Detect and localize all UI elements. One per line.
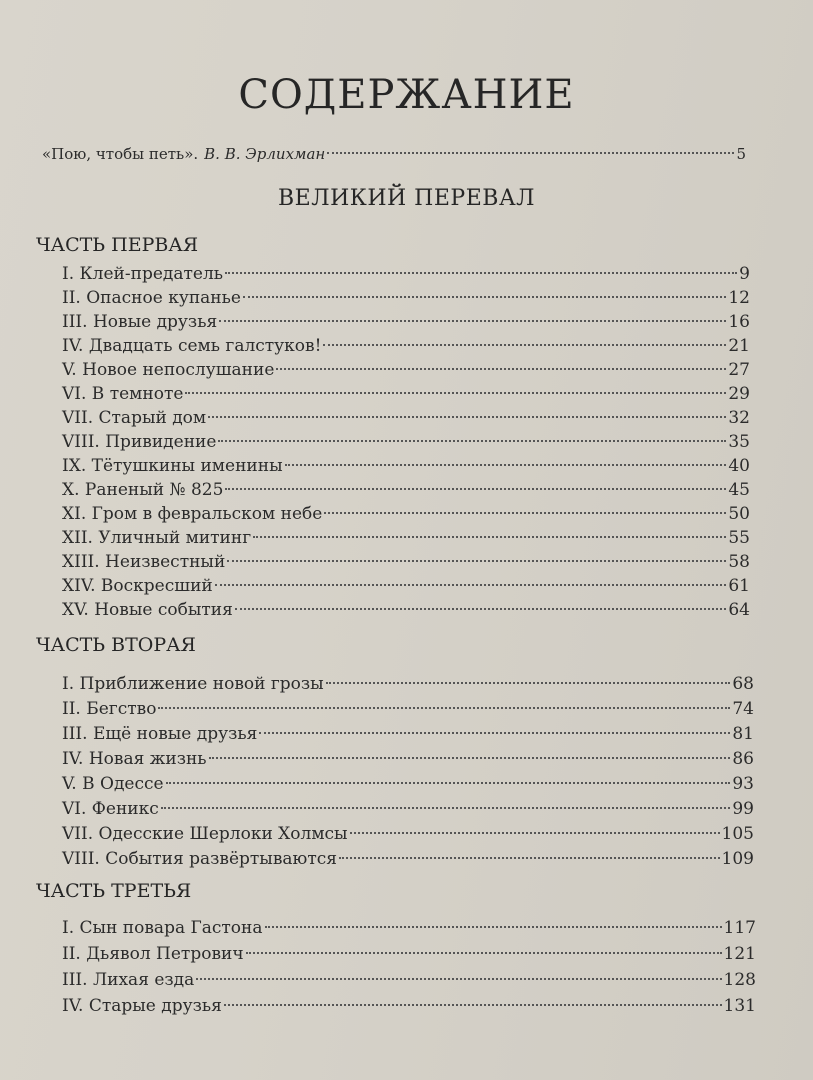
dot-leader [276, 368, 726, 370]
intro-entry [42, 142, 746, 166]
dot-leader [265, 926, 722, 928]
page-number: 21 [728, 336, 750, 356]
dot-leader [166, 782, 731, 784]
toc-entry [62, 672, 754, 696]
dot-leader [350, 832, 720, 834]
dot-leader [225, 488, 726, 490]
dot-leader [327, 152, 734, 154]
page-number: 16 [728, 312, 750, 332]
intro-page-number: 5 [736, 145, 746, 163]
dot-leader [196, 978, 721, 980]
chapter-title: II. Опасное купанье [62, 288, 241, 308]
dot-leader [259, 732, 730, 734]
toc-entry [62, 822, 754, 846]
page-number: 105 [721, 824, 754, 844]
chapter-title: V. В Одессе [62, 774, 164, 794]
page-number: 32 [728, 408, 750, 428]
chapter-title: II. Бегство [62, 699, 157, 719]
chapter-title: I. Сын повара Гастона [62, 918, 263, 938]
toc-entry [62, 334, 750, 358]
page-number: 68 [732, 674, 754, 694]
chapter-title: XIII. Неизвестный [62, 552, 226, 572]
page-number: 27 [728, 360, 750, 380]
part-heading: ЧАСТЬ ВТОРАЯ [36, 634, 196, 656]
toc-entry [62, 847, 754, 871]
page-number: 93 [732, 774, 754, 794]
chapter-title: VII. Одесские Шерлоки Холмсы [62, 824, 348, 844]
chapter-title: VI. В темноте [62, 384, 184, 404]
toc-entry [62, 406, 750, 430]
toc-entry [62, 942, 756, 966]
chapter-title: V. Новое непослушание [62, 360, 275, 380]
toc-entry [62, 550, 750, 574]
toc-entry [62, 502, 750, 526]
toc-entry [62, 454, 750, 478]
page-number: 61 [728, 576, 750, 596]
page-title: СОДЕРЖАНИЕ [238, 72, 575, 118]
intro-author: В. В. Эрлихман [204, 145, 326, 163]
page-number: 58 [728, 552, 750, 572]
chapter-title: IV. Двадцать семь галстуков! [62, 336, 322, 356]
chapter-title: XV. Новые события [62, 600, 233, 620]
chapter-title: VIII. Привидение [62, 432, 217, 452]
dot-leader [285, 464, 727, 466]
chapter-title: IX. Тётушкины именины [62, 456, 283, 476]
chapter-title: III. Лихая езда [62, 970, 195, 990]
page-number: 9 [739, 264, 750, 284]
toc-entry [62, 772, 754, 796]
page-number: 74 [732, 699, 754, 719]
chapter-title: IV. Старые друзья [62, 996, 222, 1016]
page-number: 29 [728, 384, 750, 404]
part-heading: ЧАСТЬ ПЕРВАЯ [36, 234, 199, 256]
page-number: 128 [723, 970, 756, 990]
toc-entry [62, 598, 750, 622]
page-number: 55 [728, 528, 750, 548]
dot-leader [219, 320, 726, 322]
dot-leader [339, 857, 720, 859]
chapter-title: III. Новые друзья [62, 312, 218, 332]
dot-leader [253, 536, 726, 538]
chapter-title: X. Раненый № 825 [62, 480, 224, 500]
page-number: 40 [728, 456, 750, 476]
toc-entry [62, 526, 750, 550]
page-number: 81 [732, 724, 754, 744]
dot-leader [161, 807, 731, 809]
chapter-title: XIV. Воскресший [62, 576, 213, 596]
dot-leader [227, 560, 726, 562]
dot-leader [209, 757, 731, 759]
toc-entry [62, 478, 750, 502]
dot-leader [185, 392, 726, 394]
chapter-title: XII. Уличный митинг [62, 528, 252, 548]
dot-leader [323, 344, 726, 346]
page-number: 117 [723, 918, 756, 938]
page-number: 45 [728, 480, 750, 500]
chapter-title: I. Клей-предатель [62, 264, 224, 284]
toc-entry [62, 574, 750, 598]
toc-entry [62, 747, 754, 771]
page-number: 131 [723, 996, 756, 1016]
chapter-title: IV. Новая жизнь [62, 749, 207, 769]
toc-entry [62, 797, 754, 821]
dot-leader [215, 584, 727, 586]
chapter-title: III. Ещё новые друзья [62, 724, 258, 744]
page-number: 50 [728, 504, 750, 524]
chapter-title: XI. Гром в февральском небе [62, 504, 323, 524]
toc-entry [62, 697, 754, 721]
toc-entry [62, 994, 756, 1018]
dot-leader [208, 416, 726, 418]
dot-leader [246, 952, 722, 954]
toc-entry [62, 430, 750, 454]
page-number: 121 [723, 944, 756, 964]
dot-leader [225, 272, 737, 274]
toc-entry [62, 722, 754, 746]
page-number: 99 [732, 799, 754, 819]
intro-label: «Пою, чтобы петь». [42, 145, 199, 163]
toc-entry [62, 916, 756, 940]
part-heading: ЧАСТЬ ТРЕТЬЯ [36, 880, 192, 902]
page-number: 12 [728, 288, 750, 308]
dot-leader [224, 1004, 722, 1006]
toc-entry [62, 262, 750, 286]
chapter-title: VIII. События развёртываются [62, 849, 337, 869]
dot-leader [218, 440, 726, 442]
dot-leader [324, 512, 726, 514]
toc-entry [62, 310, 750, 334]
page-number: 109 [721, 849, 754, 869]
dot-leader [235, 608, 727, 610]
chapter-title: VI. Феникс [62, 799, 159, 819]
dot-leader [326, 682, 731, 684]
dot-leader [158, 707, 730, 709]
page-number: 64 [728, 600, 750, 620]
chapter-title: VII. Старый дом [62, 408, 207, 428]
chapter-title: II. Дьявол Петрович [62, 944, 244, 964]
toc-entry [62, 382, 750, 406]
toc-entry [62, 358, 750, 382]
page-number: 35 [728, 432, 750, 452]
book-title: ВЕЛИКИЙ ПЕРЕВАЛ [278, 186, 535, 211]
toc-entry [62, 286, 750, 310]
chapter-title: I. Приближение новой грозы [62, 674, 324, 694]
toc-entry [62, 968, 756, 992]
dot-leader [243, 296, 726, 298]
page-number: 86 [732, 749, 754, 769]
